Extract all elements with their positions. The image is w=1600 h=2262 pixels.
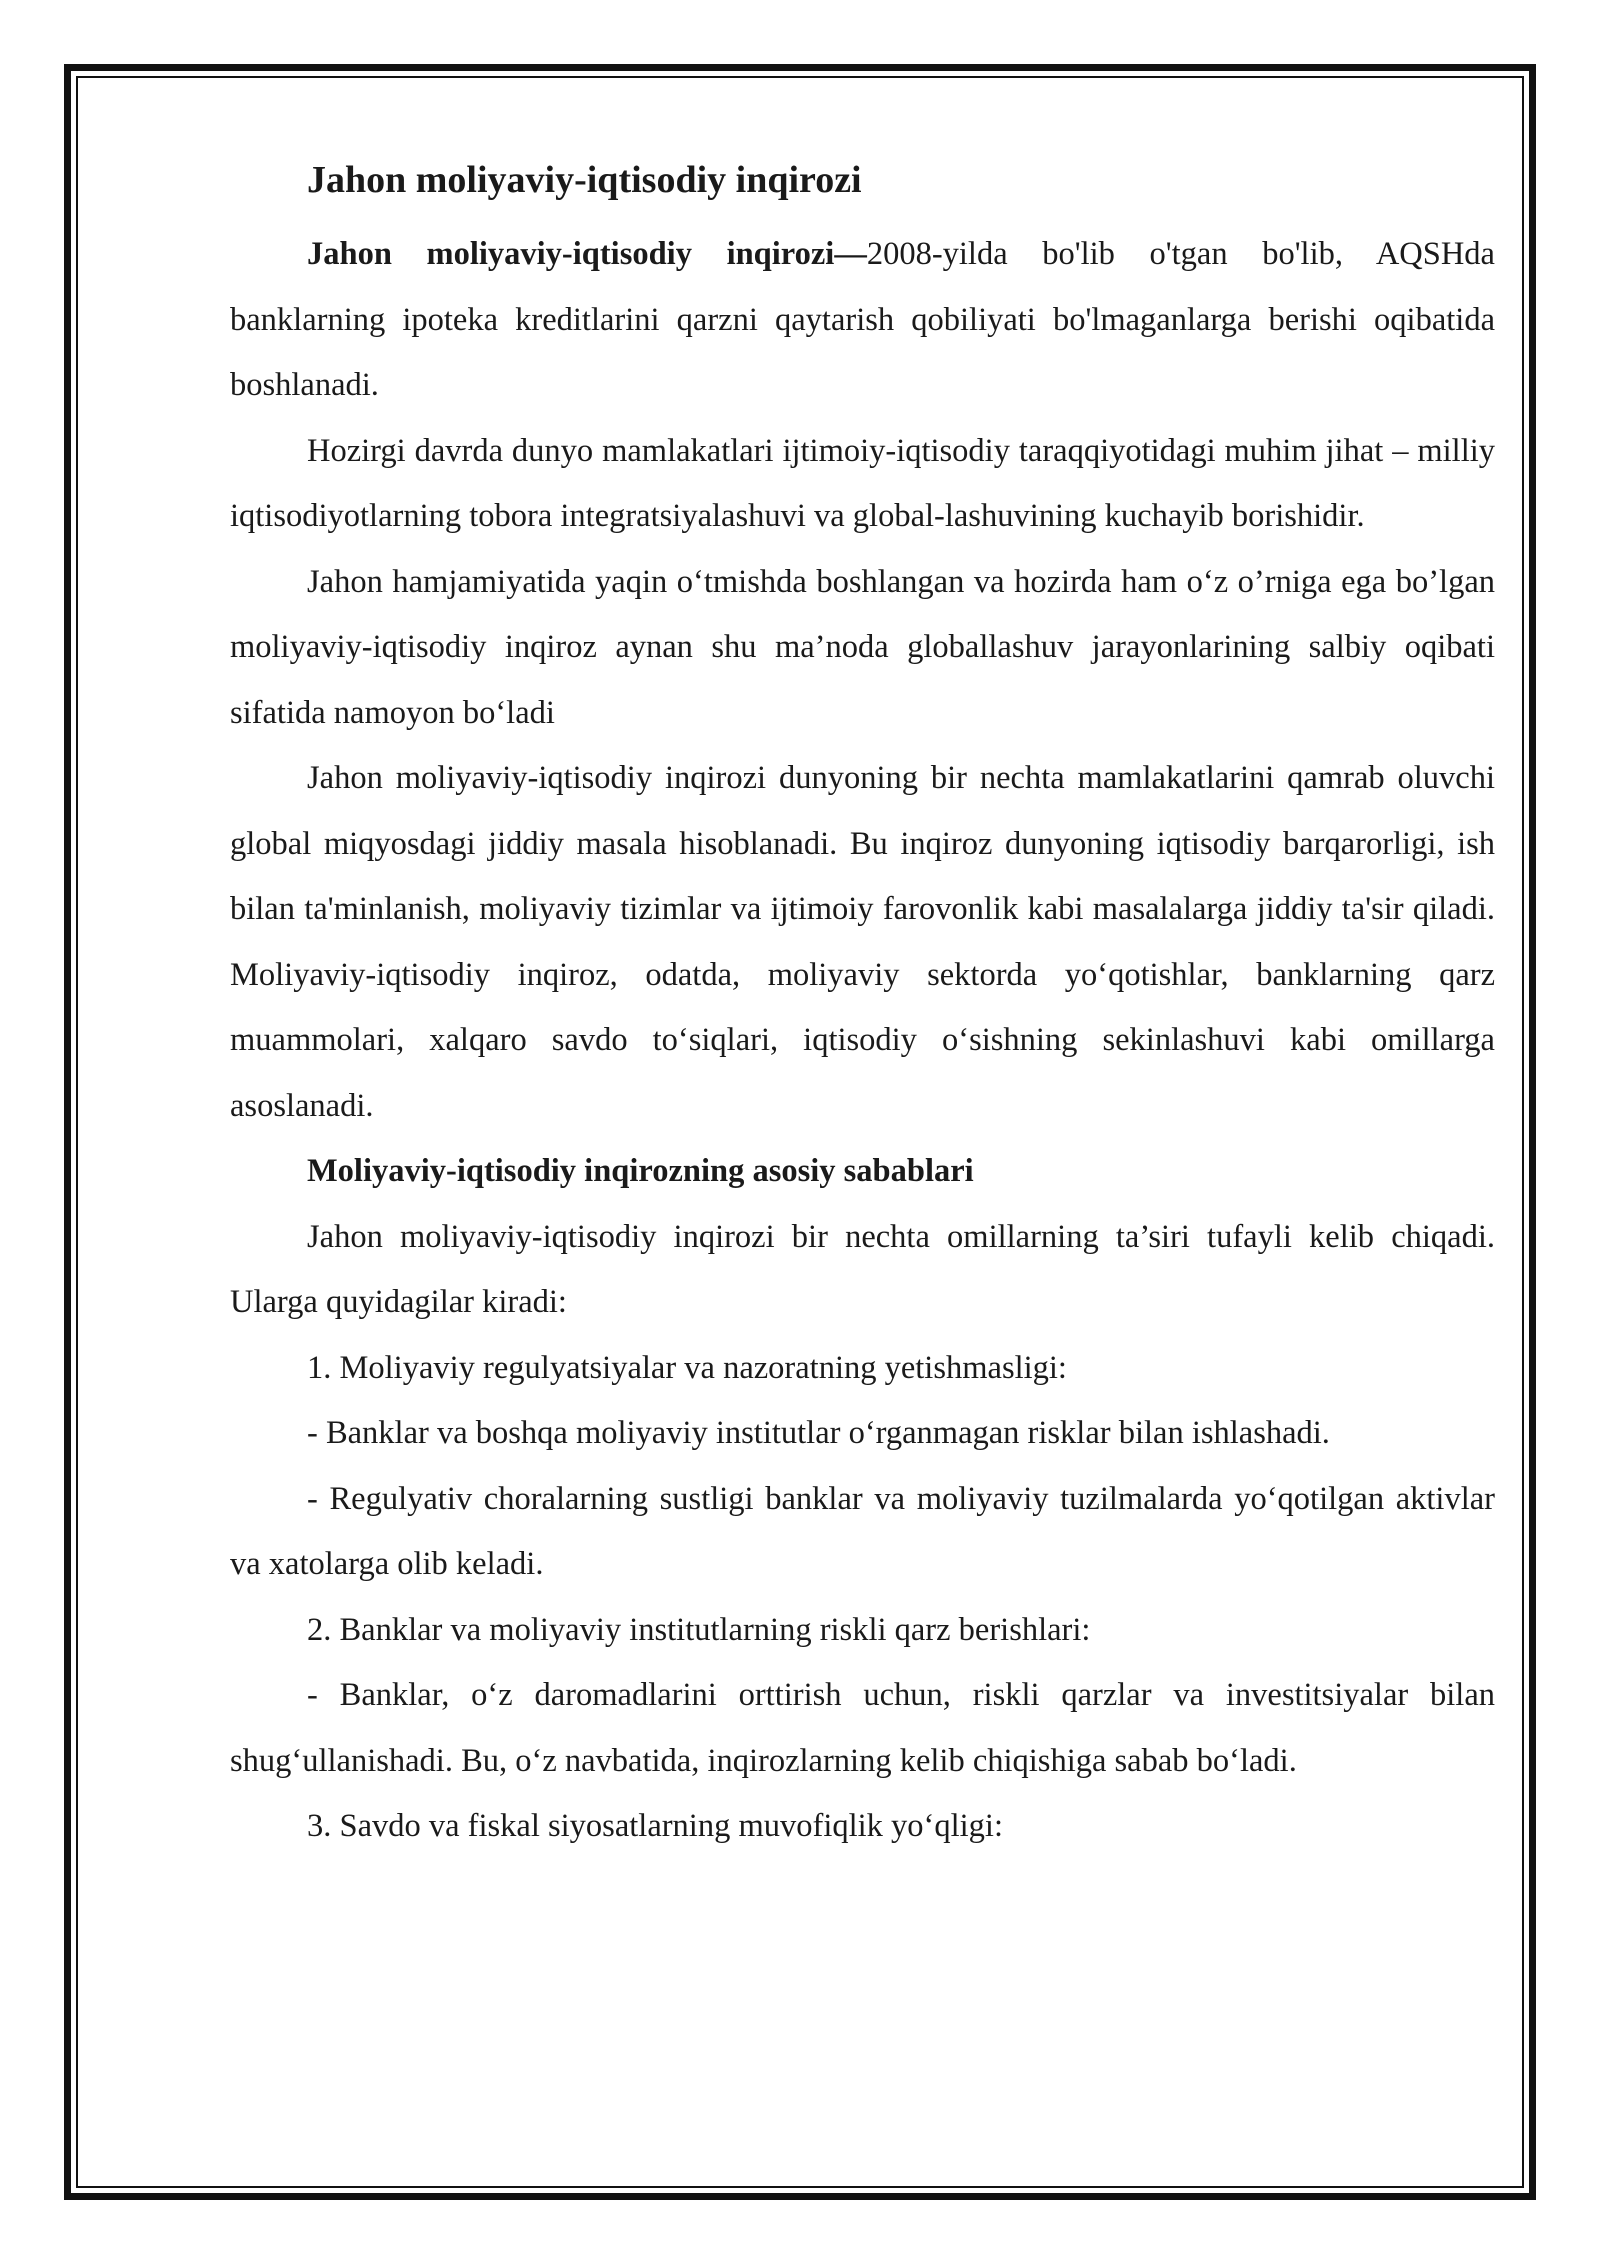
list-item-1: 1. Moliyaviy regulyatsiyalar va nazoratning yetishmasligi: — [307, 1349, 1067, 1386]
paragraph-causes-intro: Jahon moliyaviy-iqtisodiy inqirozi bir nechta omillarning ta’siri tufayli kelib chiqadi. Ularga quyidagilar kiradi: — [230, 1218, 1495, 1320]
section-heading-causes: Moliyaviy-iqtisodiy inqirozning asosiy sabablari — [307, 1153, 974, 1189]
list-item-1-sub-a: - Banklar va boshqa moliyaviy institutlar o‘rganmagan risklar bilan ishlashadi. — [307, 1415, 1330, 1451]
list-item-3: 3. Savdo va fiskal siyosatlarning muvofiqlik yo‘qligi: — [307, 1808, 1003, 1844]
document-title: Jahon moliyaviy-iqtisodiy inqirozi — [307, 159, 862, 201]
list-item-2: 2. Banklar va moliyaviy institutlarning riskli qarz berishlari: — [307, 1611, 1091, 1648]
document-body — [230, 148, 1495, 1860]
list-item-1-sub-b: - Regulyativ choralarning sustligi banklar va moliyaviy tuzilmalarda yo‘qotilgan aktivlar va xatolarga olib keladi. — [230, 1480, 1495, 1582]
list-item-2-sub-a: - Banklar, o‘z daromadlarini orttirish uchun, riskli qarzlar va investitsiyalar bilan shug‘ullanishadi. Bu, o‘z navbatida, inqirozlarning kelib chiqishiga sabab bo‘ladi. — [230, 1677, 1495, 1779]
intro-text: 2008-yilda bo'lib o'tgan bo'lib, AQSHda banklarning ipoteka kreditlarini qarzni qaytarish qobiliyati bo'lmaganlarga berishi oqibatida boshlanadi. — [230, 236, 1495, 403]
intro-term: Jahon moliyaviy-iqtisodiy inqirozi— — [307, 236, 867, 272]
paragraph-globalization: Hozirgi davrda dunyo mamlakatlari ijtimoiy-iqtisodiy taraqqiyotidagi muhim jihat – milliy iqtisodiyotlarning tobora integratsiyalashuvi va global-lashuvining kuchayib borishidir. — [230, 432, 1495, 534]
paragraph-world-community: Jahon hamjamiyatida yaqin o‘tmishda boshlangan va hozirda ham o‘z o’rniga ega bo’lgan moliyaviy-iqtisodiy inqiroz aynan shu ma’noda globallashuv jarayonlarining salbiy oqibati sifatida namoyon bo‘ladi — [230, 563, 1495, 731]
intro-paragraph — [230, 222, 1495, 419]
paragraph-crisis-description: Jahon moliyaviy-iqtisodiy inqirozi dunyoning bir nechta mamlakatlarini qamrab oluvchi global miqyosdagi jiddiy masala hisoblanadi. Bu inqiroz dunyoning iqtisodiy barqarorligi, ish bilan ta'minlanish, moliyaviy tizimlar va ijtimoiy farovonlik kabi masalalarga jiddiy ta'sir qiladi. Moliyaviy-iqtisodiy inqiroz, odatda, moliyaviy sektorda yo‘qotishlar, banklarning qarz muammolari, xalqaro savdo to‘siqlari, iqtisodiy o‘sishning sekinlashuvi kabi omillarga asoslanadi. — [230, 760, 1495, 1124]
